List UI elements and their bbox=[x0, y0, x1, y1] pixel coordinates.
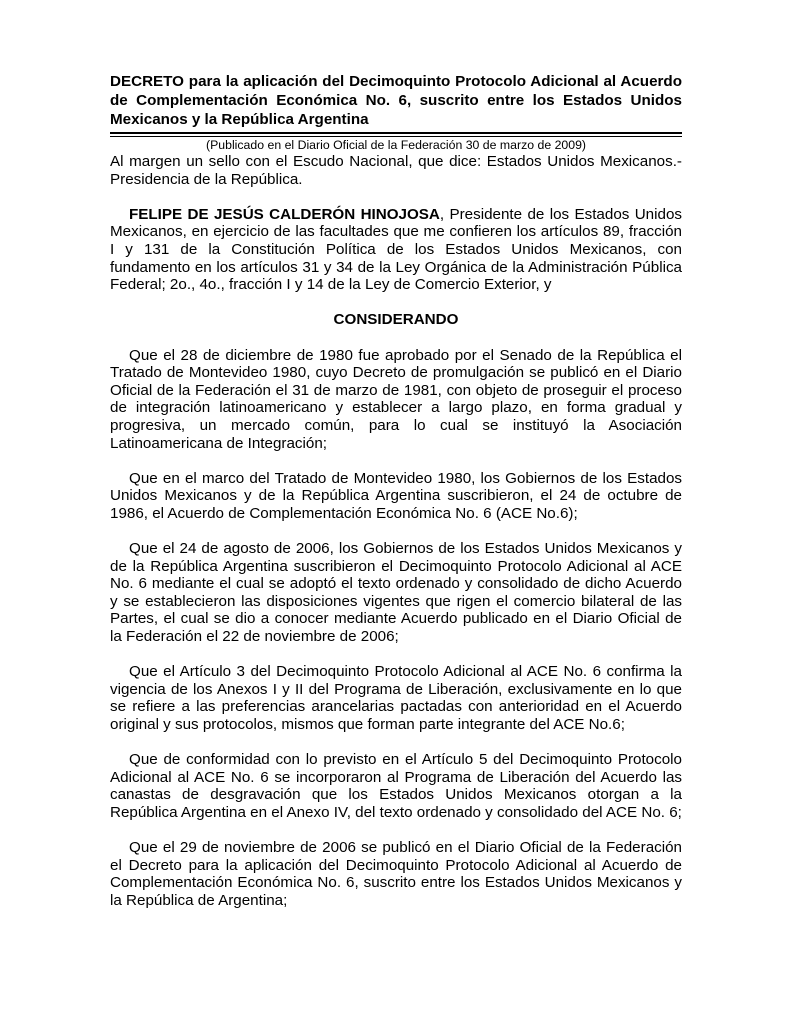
title-rule-thick bbox=[110, 132, 682, 134]
publication-note: (Publicado en el Diario Oficial de la Federación 30 de marzo de 2009) bbox=[205, 138, 587, 152]
document-page bbox=[110, 72, 682, 910]
considerando-paragraph-6: Que el 29 de noviembre de 2006 se publicó en el Diario Oficial de la Federación el Decreto para la aplicación del Decimoquinto Protocolo Adicional al Acuerdo de Complementación Económica No. 6, suscrito entre los Estados Unidos Mexicanos y la República de Argentina; bbox=[110, 839, 682, 909]
president-name: FELIPE DE JESÚS CALDERÓN HINOJOSA bbox=[129, 205, 440, 223]
considerando-heading: CONSIDERANDO bbox=[333, 311, 459, 329]
title-rule-thin bbox=[110, 136, 682, 137]
considerando-paragraph-5: Que de conformidad con lo previsto en el Artículo 5 del Decimoquinto Protocolo Adicional al ACE No. 6 se incorporaron al Programa de Liberación del Acuerdo las canastas de desgravación que los Estados Unidos Mexicanos otorgan a la República Argentina en el Anexo IV, del texto ordenado y consolidado del ACE No. 6; bbox=[110, 751, 682, 821]
considerando-paragraph-4: Que el Artículo 3 del Decimoquinto Protocolo Adicional al ACE No. 6 confirma la vigencia de los Anexos I y II del Programa de Liberación, exclusivamente en lo que se refiere a las preferencias arancelarias pactadas con anterioridad en el Acuerdo original y sus protocolos, mismos que forman parte integrante del ACE No.6; bbox=[110, 663, 682, 733]
seal-paragraph: Al margen un sello con el Escudo Nacional, que dice: Estados Unidos Mexicanos.- Presidencia de la República. bbox=[110, 153, 682, 188]
considerando-paragraph-3: Que el 24 de agosto de 2006, los Gobiernos de los Estados Unidos Mexicanos y de la República Argentina suscribieron el Decimoquinto Protocolo Adicional al ACE No. 6 mediante el cual se adoptó el texto ordenado y consolidado de dicho Acuerdo y se establecieron las disposiciones vigentes que rigen el comercio bilateral de las Partes, el cual se dio a conocer mediante Acuerdo publicado en el Diario Oficial de la Federación el 22 de noviembre de 2006; bbox=[110, 540, 682, 646]
considerando-paragraph-1: Que el 28 de diciembre de 1980 fue aprobado por el Senado de la República el Tratado de Montevideo 1980, cuyo Decreto de promulgación se publicó en el Diario Oficial de la Federación el 31 de marzo de 1981, con objeto de proseguir el proceso de integración latinoamericano y establecer a largo plazo, en forma gradual y progresiva, un mercado común, para lo cual se instituyó la Asociación Latinoamericana de Integración; bbox=[110, 346, 682, 452]
president-text: , Presidente de los Estados Unidos Mexicanos, en ejercicio de las facultades que me confieren los artículos 89, fracción I y 131 de la Constitución Política de los Estados Unidos Mexicanos, con fundamento en los artículos 31 y 34 de la Ley Orgánica de la Administración Pública Federal; 2o., 4o., fracción I y 14 de la Ley de Comercio Exterior, y bbox=[110, 205, 682, 294]
considerando-paragraph-2: Que en el marco del Tratado de Montevideo 1980, los Gobiernos de los Estados Unidos Mexicanos y de la República Argentina suscribieron, el 24 de octubre de 1986, el Acuerdo de Complementación Económica No. 6 (ACE No.6); bbox=[110, 469, 682, 522]
president-paragraph bbox=[110, 206, 682, 294]
document-title: DECRETO para la aplicación del Decimoquinto Protocolo Adicional al Acuerdo de Complementación Económica No. 6, suscrito entre los Estados Unidos Mexicanos y la República Argentina bbox=[110, 73, 682, 128]
